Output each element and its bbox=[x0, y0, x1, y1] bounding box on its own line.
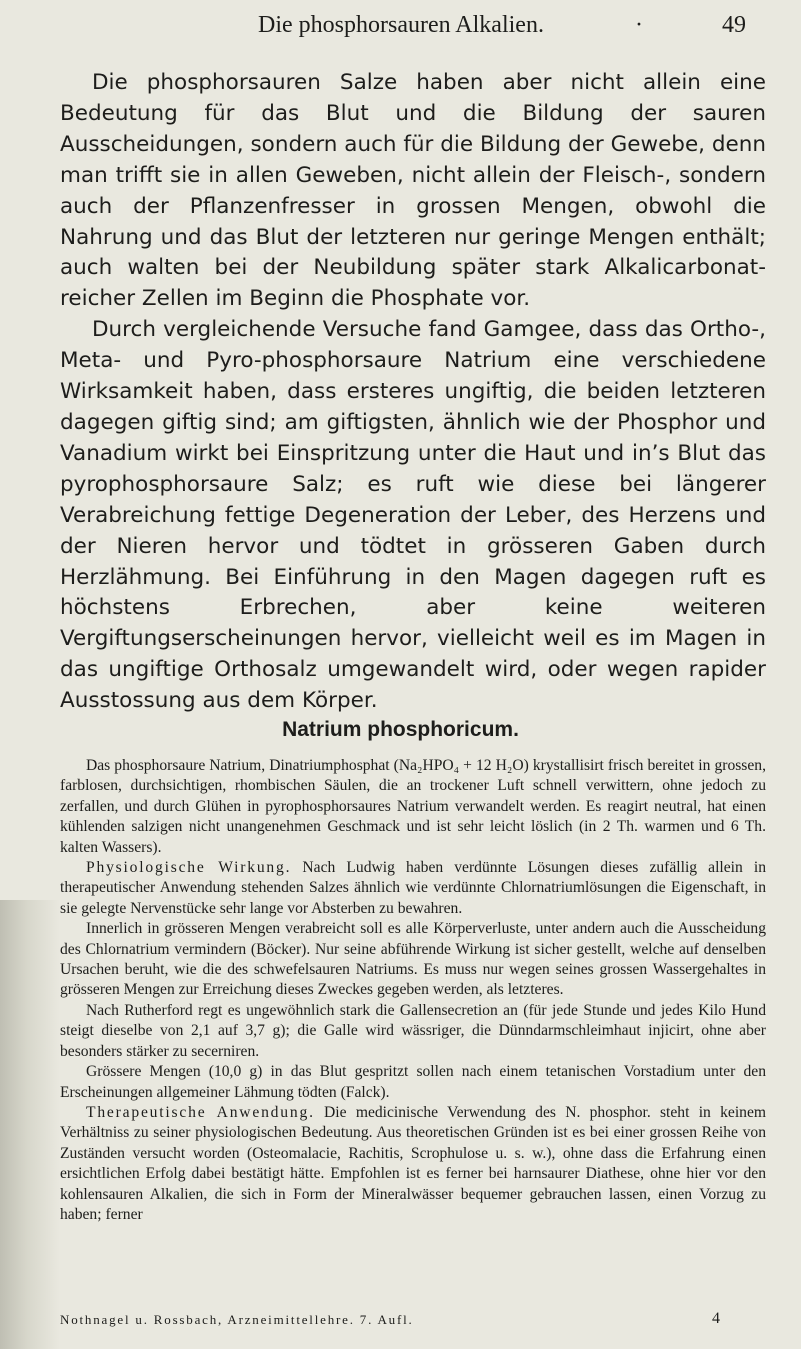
sheet-number: 4 bbox=[712, 1310, 720, 1327]
section-body bbox=[60, 756, 766, 1225]
body-paragraph bbox=[60, 858, 766, 919]
therapy-text: Die medicinische Verwendung des N. phosphor. steht in keinem Verhältniss zu seiner physiologischen Bedeutung. Aus theoretischen Gründen ist es bei einer grossen Reihe von Zuständen versucht worden (Osteomalacie, Rachitis, Scrophulose u. s. w.), ohne dass die Erfahrung einen ersichtlichen Erfolg dabei bestätigt hätte. Empfohlen ist es ferner bei harnsaurer Diathese, ohne hier vor den kohlensauren Alkalien, die sich in Form der Mineralwässer bequemer gebrauchen lassen, einen Vorzug zu haben; ferner bbox=[60, 1103, 766, 1223]
body-paragraph: Das phosphorsaure Natrium, Dinatriumphosphat (Na₂HPO₄ + 12 H₂O) krystallisirt frisch bereitet in grossen, farblosen, durchsichtigen, rhombischen Säulen, die an trockener Luft schnell verwittern, ohne jedoch zu zerfallen, und durch Glühen in pyrophosphorsaures Natrium verwandelt werden. Es reagirt neutral, hat einen kühlenden salzigen nicht unangenehmen Geschmack und ist sehr leicht löslich (in 2 Th. warmen und 6 Th. kalten Wassers). bbox=[60, 757, 766, 856]
subheading-therapy: Therapeutische Anwendung. bbox=[86, 1103, 315, 1121]
body-paragraph: Grössere Mengen (10,0 g) in das Blut gespritzt sollen nach einem tetanischen Vorstadium unter den Erscheinungen allgemeiner Lähmung tödten (Falck). bbox=[60, 1063, 766, 1101]
body-paragraph bbox=[60, 1103, 766, 1225]
intro-text bbox=[60, 68, 766, 717]
intro-paragraph: Durch vergleichende Versuche fand Gamgee, dass das Ortho-, Meta- und Pyro-phosphorsaure Natrium eine verschiedene Wirksamkeit haben, dass ersteres ungiftig, die beiden letzteren dagegen giftig sind; am giftigsten, ähnlich wie der Phosphor und Vanadium wirkt bei Einspritzung unter die Haut und in’s Blut das pyrophosphorsaure Salz; es ruft wie diese bei längerer Verabreichung fettige Degeneration der Leber, des Herzens und der Nieren hervor und tödtet in grösseren Gaben durch Herzlähmung. Bei Einführung in den Magen dagegen ruft es höchstens Erbrechen, aber keine weiteren Vergiftungserscheinungen hervor, vielleicht weil es im Magen in das ungiftige Orthosalz umgewandelt wird, oder wegen rapider Ausstossung aus dem Körper. bbox=[60, 317, 766, 714]
page-edge-shadow bbox=[0, 900, 60, 1349]
signature-line: Nothnagel u. Rossbach, Arzneimittellehre. 7. Aufl. bbox=[60, 1312, 414, 1327]
intro-paragraph: Die phosphorsauren Salze haben aber nicht allein eine Bedeutung für das Blut und die Bildung der sauren Ausscheidungen, sondern auch für die Bildung der Gewebe, denn man trifft sie in allen Geweben, nicht allein der Fleisch-, sondern auch der Pflanzenfresser in grossen Mengen, obwohl die Nahrung und das Blut der letzteren nur geringe Mengen enthält; auch walten bei der Neubildung später stark Alkalicarbonat-reicher Zellen im Beginn die Phosphate vor. bbox=[60, 70, 766, 312]
section-heading: Natrium phosphoricum. bbox=[282, 718, 519, 741]
subheading-physiology: Physiologische Wirkung. bbox=[86, 859, 292, 877]
page-footer bbox=[60, 1312, 766, 1328]
running-title: Die phosphorsauren Alkalien. bbox=[258, 12, 544, 38]
body-paragraph: Nach Rutherford regt es ungewöhnlich stark die Gallensecretion an (für jede Stunde und jedes Kilo Hund steigt dieselbe von 2,1 auf 3,7 g); die Galle wird wässriger, die Dünndarmschleimhaut injicirt, ohne aber besonders stärker zu secerniren. bbox=[60, 1001, 766, 1060]
physiology-text: Nach Ludwig haben verdünnte Lösungen dieses zufällig allein in therapeutischer Anwendung stehenden Salzes ähnlich wie verdünnte Chlornatriumlösungen die Eigenschaft, in sie gelegte Nervenstücke sehr lange vor Absterben zu bewahren. bbox=[60, 859, 766, 917]
page-number: 49 bbox=[722, 12, 746, 38]
header-dot: · bbox=[635, 12, 643, 38]
running-header bbox=[60, 8, 761, 48]
body-paragraph: Innerlich in grösseren Mengen verabreicht soll es alle Körperverluste, unter andern auch die Ausscheidung des Chlornatrium vermindern (Böcker). Nur seine abführende Wirkung ist sicher gestellt, welche auf denselben Ursachen beruht, wie die des schwefelsauren Natriums. Es muss nur wegen seines grossen Wassergehaltes in grösseren Mengen zur Erreichung dieses Zweckes gegeben werden, als letzteres. bbox=[60, 920, 766, 999]
